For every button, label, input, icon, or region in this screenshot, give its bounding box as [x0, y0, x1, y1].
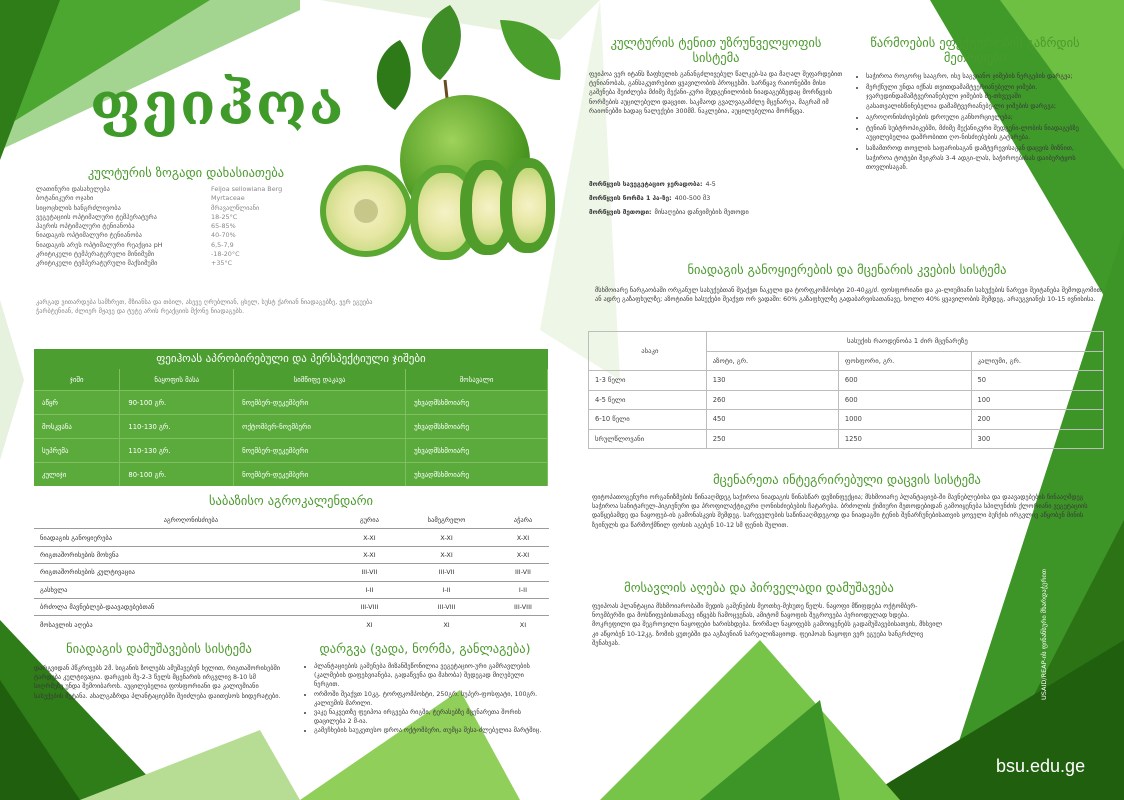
table-cell: რიგთაშორისების მოხვნა	[34, 546, 343, 563]
soil-care-text: დარგვიდან პწკრივებს 2მ. სიგანის ზოლებს ამუშავებენ ხელით, რიგთაშორისებში ტარდება კულტივაცია. დარგვის მე-2-3 წელს მცენარის ირგვლივ 8-10 სმ სიღრმეზე უნდა შემოიბაროს. აუცილებელია ფოსფორიანი და კალიუმიანი სასუქების შეტანა. ახალგაზრდა პლანტაციებში შეიძლება დაითესოს სიდერატები.	[34, 665, 281, 700]
table-row	[589, 371, 1104, 391]
table-cell: 50	[971, 371, 1103, 391]
col-age: ასაკი	[589, 332, 707, 371]
protection-heading: მცენარეთა ინტეგრირებული დაცვის სისტემა	[713, 472, 981, 487]
list-item: • საზამთროდ თოვლის საფარისაგან დამტვრევისაგან დაცვის მიზნით, საჭიროა ტოტები შეიკრას 3-4 ადგი-ლას, საჭიროებისას დაიბერტყოს თოვლისაგან.	[866, 144, 1092, 172]
table-cell: 110-130 გრ.	[120, 439, 234, 463]
table-cell: 6-10 წელი	[589, 410, 707, 430]
table-cell: 600	[838, 390, 971, 410]
general-key: ჰაერის ოპტიმალური ტენიანობა	[36, 222, 135, 231]
table-row	[589, 410, 1104, 430]
varieties-col-header: სიმწიფე დაკავა	[234, 369, 406, 391]
table-cell: 1250	[838, 429, 971, 449]
table-cell: XI	[396, 616, 497, 633]
fertilizer-subcol: აზოტი, გრ.	[706, 351, 838, 371]
table-cell: 110-130 გრ.	[120, 415, 234, 439]
calendar-heading: საბაზისო აგროკალენდარი	[208, 493, 374, 508]
table-cell: კულიჯი	[34, 463, 120, 487]
fertilizer-table	[588, 331, 1104, 449]
table-cell: XI	[497, 616, 549, 633]
fertilizer-intro: მსხმოიარე ნარგაობაში ორგანულ სასუქებთან შეაქვთ ნაკელი და ტორფკომპოსტი 20-40კგ/ძ. ფოსფორიანი და კა-ლიუმიანი სასუქების ნარევი შეიტანება შემოდგომით ან ადრე გაზაფხულზე; აზოტიანი სასუქები შეაქვთ ორ ვადაში: 60% გაზაფხულზე გადაბარვისათანავე, ხოლო 40% ყვავილობის შემდეგ, არაუგვიანეს 10-15 ივნისისა.	[595, 287, 1102, 304]
list-item: • აგროღონისძიებების დროული განხორციელება;	[866, 113, 1092, 122]
general-row	[36, 204, 366, 213]
table-row	[34, 529, 549, 546]
table-row	[589, 429, 1104, 449]
fertilizer-subcol: კალიუმი, გრ.	[971, 351, 1103, 371]
varieties-col-header: ნაყოფის მასა	[120, 369, 234, 391]
fact-key: მორწყვის სავეგეტაციო ჯერადობა:	[589, 181, 703, 188]
general-key: ლათინური დასახელება	[36, 185, 110, 193]
efficiency-heading: წარმოების ეფექტურობის გაზრდის მეთოდები	[870, 35, 1080, 65]
table-cell: 600	[838, 371, 971, 391]
table-cell: X-XI	[497, 529, 549, 546]
general-key: ნიადაგის ოპტიმალური ტენიანობა	[36, 231, 142, 240]
general-value: 6,5-7,9	[211, 240, 234, 249]
general-value: მრავალწლიანი	[211, 203, 260, 212]
calendar-col-header: სამეგრელო	[427, 516, 466, 525]
table-cell: X-XI	[343, 546, 396, 563]
table-row	[34, 439, 548, 463]
table-cell: 260	[706, 390, 838, 410]
col-group: სასუქის რაოდენობა 1 ძირ მცენარეზე	[706, 332, 1103, 352]
efficiency-list	[852, 72, 1092, 174]
protection-text: ფიტოპათოგენური ორგანიზმების წინააღმდეგ საჭიროა ნიადაგის წინასწარ დეზინფექცია; მსხმოიარე პლანტაციებ-ში მავნებლებისა და დაავადებების წინააღმდეგ საჭიროა სანიტარულ-ჰიგიენური და პროფილაქტიკური ღონისძიებების ჩატარება. ბრძოლის ქიმიური მეთოდებიდან გამოიყენება სპილენძის ქლორიანი ვეგეტაციის დაწყებამდე და ნაყოფებ-ის გამონასკვის შემდეგ. სარეველების საწინააღმდეგოდ და ნიადაგში ტენის შენარჩუნებისათვის ყოველი ბუჩქის ირგვლივ აწყობენ მინის ზეინულს და წარმოქმნილ ფოსის აგებენ 10-12 სმ ფენის შულით.	[592, 494, 1088, 529]
general-row	[36, 259, 366, 268]
list-item: • პლანტაციების გაშენება მიზანშეწონილია ვეგეტაციო-ური გამრავლების (კალმების დაფესვიანება, გადაწვენა და მახობა) შედეგად მიღებული ნერგით.	[314, 662, 550, 690]
table-cell: I-II	[497, 581, 549, 598]
table-cell: 300	[971, 429, 1103, 449]
fact-value: 4-5	[705, 181, 716, 188]
calendar-col-header: აგროღონისძიება	[163, 516, 219, 525]
table-cell: უხვადმსხმოიარე	[406, 463, 548, 487]
fertilizer-subcol: ფოსფორი, გრ.	[838, 351, 971, 371]
fertilizer-heading: ნიადაგის განოყიერების და მცენარის კვების სისტემა	[687, 262, 1007, 277]
calendar-table	[34, 512, 549, 633]
irrigation-facts	[589, 178, 844, 220]
general-value: Myrtaceae	[211, 194, 245, 203]
table-cell: I-II	[396, 581, 497, 598]
table-row	[34, 463, 548, 487]
table-cell: 1000	[838, 410, 971, 430]
list-item: • მერქნული უნდა იქნას თვითდამამტვერიანებელი ჯიშები. ჯვარედინდამამტვერიანებელი ჯიშების შე-თხვევაში გასათვალისწინებელია დამამტვერიანებე-ლი ჯიშების დარგვა;	[866, 83, 1092, 111]
table-cell: 200	[971, 410, 1103, 430]
fact-key: მორწყვის მეთოდი:	[589, 209, 652, 216]
table-cell: X-XI	[396, 529, 497, 546]
table-row	[34, 391, 548, 415]
table-cell: ბრძოლა მავნებლებ-დაავადებებთან	[34, 598, 343, 615]
general-note: კარგად ვითარდება სამხრეთ, მზიანსა და თბილ, ასევე ღრუბლიან, ცხელ, სუსტ ქარიან ნიადაგებზე, ვერ ეგუება ჭარბტენიან, ძლიერ მჟავე და ტუტე არის რეაქციის მქონე ნიადაგებს.	[36, 299, 373, 316]
table-cell: რიგთაშორისების კულტივაცია	[34, 564, 343, 581]
general-row	[36, 241, 366, 250]
varieties-heading: ფეიჰოას აპრობირებული და პერსპექტიული ჯიშები	[34, 349, 548, 369]
general-key: ნიადაგის არეს ოპტიმალური რეაქცია pH	[36, 240, 163, 249]
fact-value: მისაღებია დანვიმების მეთოდი	[654, 209, 749, 216]
table-cell: XI	[343, 616, 396, 633]
table-cell: მოსკვანა	[34, 415, 120, 439]
general-value: 18-25°C	[211, 212, 238, 221]
table-cell: X-XI	[396, 546, 497, 563]
general-value: 65-85%	[211, 222, 236, 231]
table-cell: ნოემბერ-დეკემბერი	[234, 463, 406, 487]
table-cell: ოქტომბერ-ნოემბერი	[234, 415, 406, 439]
varieties-col-header: მოსავალი	[406, 369, 548, 391]
irrigation-text: ფეიჰოა ვერ იტანს ზაფხულის განანგძლივებულ წალკებ-სა და მაღალ შეფარდებით ტენიანობას, განსაკუთრებით ყვავილობის პროცესში. სარწყავ რაიონებში მისი გაშენება შეიძლება მძიმე მექანი-კური შედგენილობის ნიადაგებზედაც მორწყვის ნორმების აუცილებელი დაცვით. საკმაოდ გვალვაგამძლე მცენარეა, მაგრამ იმ რაიონებში სადაც ნალექები 300მმ. ნაკლებია, აუცილებელია მორწყვა.	[589, 71, 843, 115]
table-row	[34, 616, 549, 633]
general-value: 40-70%	[211, 231, 236, 240]
calendar-col-header: გურია	[359, 516, 379, 525]
varieties-col-header: ჯიში	[34, 369, 120, 391]
table-cell: ნიადაგის განოყიერება	[34, 529, 343, 546]
table-cell: უხვადმსხმოიარე	[406, 415, 548, 439]
table-cell: სრულწლოვანი	[589, 429, 707, 449]
planting-heading: დარგვა (ვადა, ნორმა, განლაგება)	[319, 641, 531, 656]
table-cell: X-XI	[497, 546, 549, 563]
table-row	[34, 598, 549, 615]
table-cell: 130	[706, 371, 838, 391]
planting-list	[300, 662, 550, 736]
page-title: ფეიჰოა	[90, 70, 346, 138]
table-cell: მოსავლის აღება	[34, 616, 343, 633]
table-row	[34, 564, 549, 581]
irrigation-heading: კულტურის ტენით უზრუნველყოფის სისტემა	[610, 35, 822, 65]
table-row	[589, 390, 1104, 410]
general-row	[36, 213, 366, 222]
table-cell: 100	[971, 390, 1103, 410]
table-cell: III-VII	[497, 564, 549, 581]
table-cell: III-VII	[343, 564, 396, 581]
irrigation-fact	[589, 192, 844, 206]
table-cell: X-XI	[343, 529, 396, 546]
general-key: კრიტიკული ტემპერატურული მაქსიმუმი	[36, 259, 158, 268]
general-value: Feijoa sellowiana Berg	[211, 185, 283, 193]
general-row	[36, 231, 366, 240]
table-cell: უხვადმსხმოიარე	[406, 391, 548, 415]
table-cell: აწყრ	[34, 391, 120, 415]
irrigation-fact	[589, 206, 844, 220]
list-item: • გამეჩხების საუკეთესო დროა ოქტომბერი, თუმცა შესა-ძლებელია მარტშიც.	[314, 726, 550, 735]
table-cell: 250	[706, 429, 838, 449]
table-cell: ნოემბერ-დეკემბერი	[234, 391, 406, 415]
table-cell: გასხვლა	[34, 581, 343, 598]
table-cell: III-VIII	[343, 598, 396, 615]
website-link[interactable]: bsu.edu.ge	[996, 756, 1086, 776]
table-cell: უხვადმსხმოიარე	[406, 439, 548, 463]
varieties-table	[34, 369, 548, 486]
table-cell: I-II	[343, 581, 396, 598]
list-item: • ტენიან სუბტროპიკებში, მძიმე მექანიკური შედგენი-ლობის ნიადაგებზე აუცილებელია დაშრობითი ღო-ნისძიებების გატარება.	[866, 124, 1092, 142]
fact-value: 400-500 მ3	[674, 195, 711, 202]
table-cell: ნოემბერ-დეკემბერი	[234, 439, 406, 463]
general-list	[36, 185, 366, 269]
irrigation-fact	[589, 178, 844, 192]
table-row	[34, 581, 549, 598]
table-cell: III-VIII	[497, 598, 549, 615]
general-row	[36, 194, 366, 203]
general-key: სიცოცხლის ხანგრძლივობა	[36, 203, 121, 212]
table-cell: III-VII	[396, 564, 497, 581]
general-key: ვეგეტაციის ოპტიმალური ტემპერატურა	[36, 212, 157, 221]
varieties-block	[34, 349, 548, 486]
table-cell: 80-100 გრ.	[120, 463, 234, 487]
list-item: • ვაკე ნაკვეთზე ფეიჰოა ირგვება რიგში, ტერასებზე მცენარეთა შორის დაცილება 2 მ-ია.	[314, 708, 550, 726]
general-key: ბოტანიკური ოჯახი	[36, 194, 94, 203]
harvest-heading: მოსავლის აღება და პირველადი დამუშავება	[624, 580, 894, 595]
list-item: • საჭიროა როგორც სააგრო, ისე საგვიანო ჯიშების ნერგების დარგვა;	[866, 72, 1092, 81]
table-cell: 90-100 გრ.	[120, 391, 234, 415]
table-row	[34, 546, 549, 563]
table-cell: 1-3 წელი	[589, 371, 707, 391]
side-credit: USAID/REAP-ის ფინანსური მხარდაჭერით	[1040, 568, 1048, 700]
general-key: კრიტიკული ტემპერატურული მინიმუმი	[36, 250, 155, 259]
list-item: • ორმოში შეაქვთ 10კგ. ტორფკომპოსტი, 250გრ. სუპერ-ფოსფატი, 100გრ. კალიუმის მარილი.	[314, 690, 550, 708]
soil-care-heading: ნიადაგის დამუშავების სისტემა	[66, 641, 252, 656]
general-value: -18-20°C	[211, 250, 240, 259]
table-cell: 450	[706, 410, 838, 430]
general-row	[36, 185, 366, 194]
table-cell: 4-5 წელი	[589, 390, 707, 410]
table-cell: III-VIII	[396, 598, 497, 615]
fact-key: მორწყვის ნორმა 1 ჰა-ზე:	[589, 195, 672, 202]
general-row	[36, 250, 366, 259]
table-cell: სუპრემა	[34, 439, 120, 463]
general-heading: კულტურის ზოგადი დახასიათება	[87, 165, 285, 180]
harvest-text: ფეიჰოას პლანტაცია მსხმოიარობაში შედის გაშენების მეოთხე-მეხუთე წელს. ნაყოფი მწიფდება ოქტომბერ-ნოემბერში და მოსწიფებისთანავე იწყებს ჩამოცვენას, ამიტომ ნაყოფის შეგროვება პერიოდულად ხდება. მოკრეფილი და შეგროვილი ნაყოფები ხარისხდება. ნორმალ ნაყოფებს გამოიყენებს გადამუშავებისათვის, მხსვილ კი აწყობენ 10-12კგ. ზომის ყუთებში და აგზავნიან სარეალიზაციოდ. ფეიჰოას ნაყოფი ვერ ეგუება ხანგრძლივ შენახვას.	[592, 603, 943, 647]
table-row	[34, 415, 548, 439]
calendar-col-header: აჭარა	[513, 516, 533, 525]
general-value: +35°C	[211, 259, 233, 268]
